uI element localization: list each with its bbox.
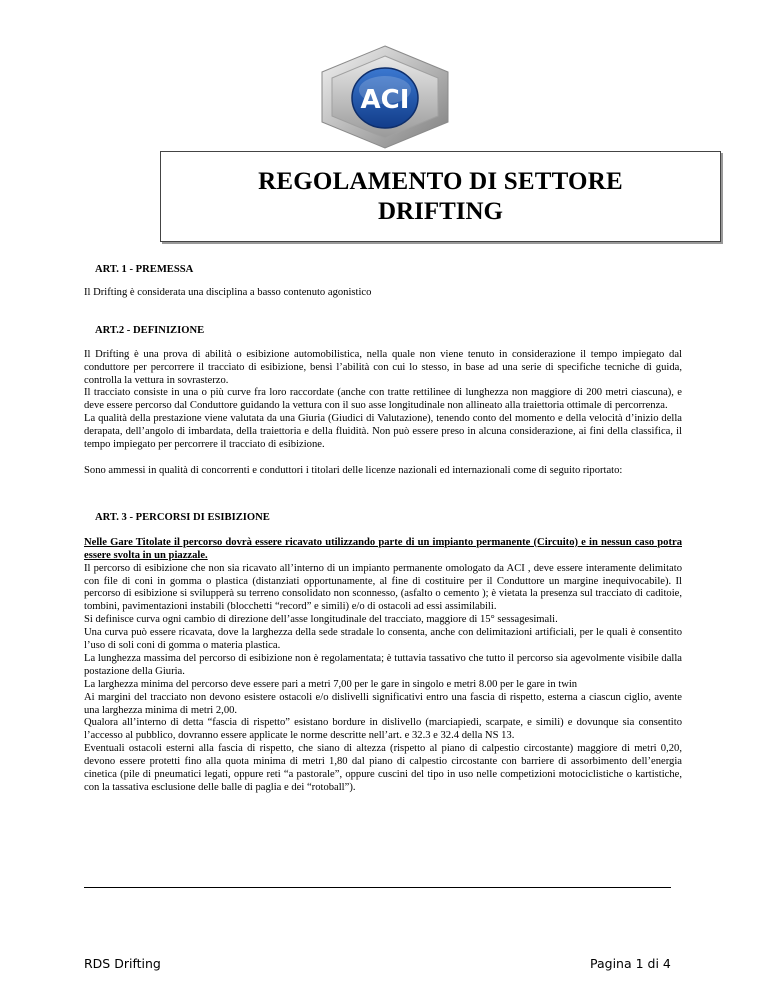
art3-heading: ART. 3 - PERCORSI DI ESIBIZIONE (95, 511, 270, 523)
art2-paragraph-2: Il tracciato consiste in una o più curve fra loro raccordate (anche con tratte rettilinee di lunghezza non maggiore di 200 metri ciascuna), e deve essere percorso dal Conduttore guidando la vettura con il suo asse longitudinale non allineato alla traiettoria ottimale di percorrenza. (84, 387, 682, 412)
art3-paragraph-6: Ai margini del tracciato non devono esistere ostacoli e/o dislivelli significativi entro una fascia di rispetto, esterna a ciascun ciglio, avente una larghezza minima di metri 2,00. (84, 691, 682, 716)
art2-heading: ART.2 - DEFINIZIONE (95, 324, 205, 336)
art2-paragraph-4: Sono ammessi in qualità di concorrenti e conduttori i titolari delle licenze nazionali ed internazionali come di seguito riportato: (84, 464, 623, 476)
art2-paragraph-3: La qualità della prestazione viene valutata da una Giuria (Giudici di Valutazione), tenendo conto del momento e della velocità d’inizio della derapata, dell’angolo di imbardata, della traiettoria e della fluidità. Non può essere preso in alcuna considerazione, ai fini della classifica, il tempo impiegato per percorrere il tracciato di esibizione. (84, 413, 682, 451)
document-title: REGOLAMENTO DI SETTORE (258, 168, 623, 195)
art1-heading: ART. 1 - PREMESSA (95, 264, 194, 275)
art3-paragraph-3: Una curva può essere ricavata, dove la larghezza della sede stradale lo consenta, anche con delimitazioni artificiali, per le quali è consentito l’uso di soli coni di gomma o materia plastica. (84, 627, 682, 652)
art2-paragraph-1: Il Drifting è una prova di abilità o esibizione automobilistica, nella quale non viene tenuto in considerazione il tempo impiegato dal conduttore per percorrere il tracciato di esibizione, bensì l’abilità con cui lo stesso, in base ad una serie di specifiche tecniche di guida, controlla la vettura in sovrasterzo. (84, 348, 682, 386)
art1-text: Il Drifting è considerata una disciplina a basso contenuto agonistico (84, 286, 372, 298)
art3-paragraph-7: Qualora all’interno di detta “fascia di rispetto” esistano bordure in dislivello (marciapiedi, scarpate, e simili) e dovunque sia consentito l’accesso al pubblico, dovranno essere applicate le norme descritte nell’art. e 32.3 e 32.4 della NS 13. (84, 717, 682, 742)
footer-page-number: Pagina 1 di 4 (590, 956, 671, 971)
horizontal-rule (84, 887, 671, 888)
aci-logo-text: ACI (360, 85, 410, 115)
art3-paragraph-4: La lunghezza massima del percorso di esibizione non è regolamentata; è tuttavia tassativo che tutto il percorso sia agevolmente visibile dalla postazione della Giuria. (84, 652, 682, 677)
art3-lead: Nelle Gare Titolate il percorso dovrà essere ricavato utilizzando parte di un impianto permanente (Circuito) e in nessun caso potra essere svolta in un piazzale. (84, 536, 682, 561)
art3-paragraph-1: Il percorso di esibizione che non sia ricavato all’interno di un impianto permanente omologato da ACI , deve essere interamente delimitato con file di coni in gomma o plastica (distanziati opportunamente, al fine di costituire per il Conduttore un margine inequivocabile). Il percorso di esibizione si svilupperà su terreno consolidato non sconnesso, (asfalto o cemento ); è vietata la presenza sul tracciato di caditoie, tombini, pavimentazioni instabili (blocchetti “record” e simili) e/o di ostacoli ad essi assimilabili. (84, 562, 682, 613)
aci-logo (310, 44, 460, 150)
footer-document-name: RDS Drifting (84, 956, 161, 971)
aci-logo-icon (310, 44, 460, 150)
art3-paragraph-2: Si definisce curva ogni cambio di direzione dell’asse longitudinale del tracciato, maggiore di 15° sessagesimali. (84, 614, 558, 626)
art3-paragraph-8: Eventuali ostacoli esterni alla fascia di rispetto, che siano di altezza (rispetto al piano di calpestio circostante) maggiore di metri 0,20, devono essere protetti fino alla quota minima di metri 1,80 dal piano di calpestio circostante con barriere di assorbimento dell’energia cinetica (pile di pneumatici legati, oppure reti “a pastorale”, oppure cuscini del tipo in uso nelle competizioni motociclistiche o kartistiche, con la tassativa esclusione delle balle di paglia e dei “rotoball”). (84, 743, 682, 793)
title-box (160, 151, 721, 242)
art3-paragraph-5: La larghezza minima del percorso deve essere pari a metri 7,00 per le gare in singolo e metri 8.00 per le gare in twin (84, 678, 578, 690)
document-subtitle: DRIFTING (377, 198, 503, 225)
document-body (84, 264, 682, 795)
